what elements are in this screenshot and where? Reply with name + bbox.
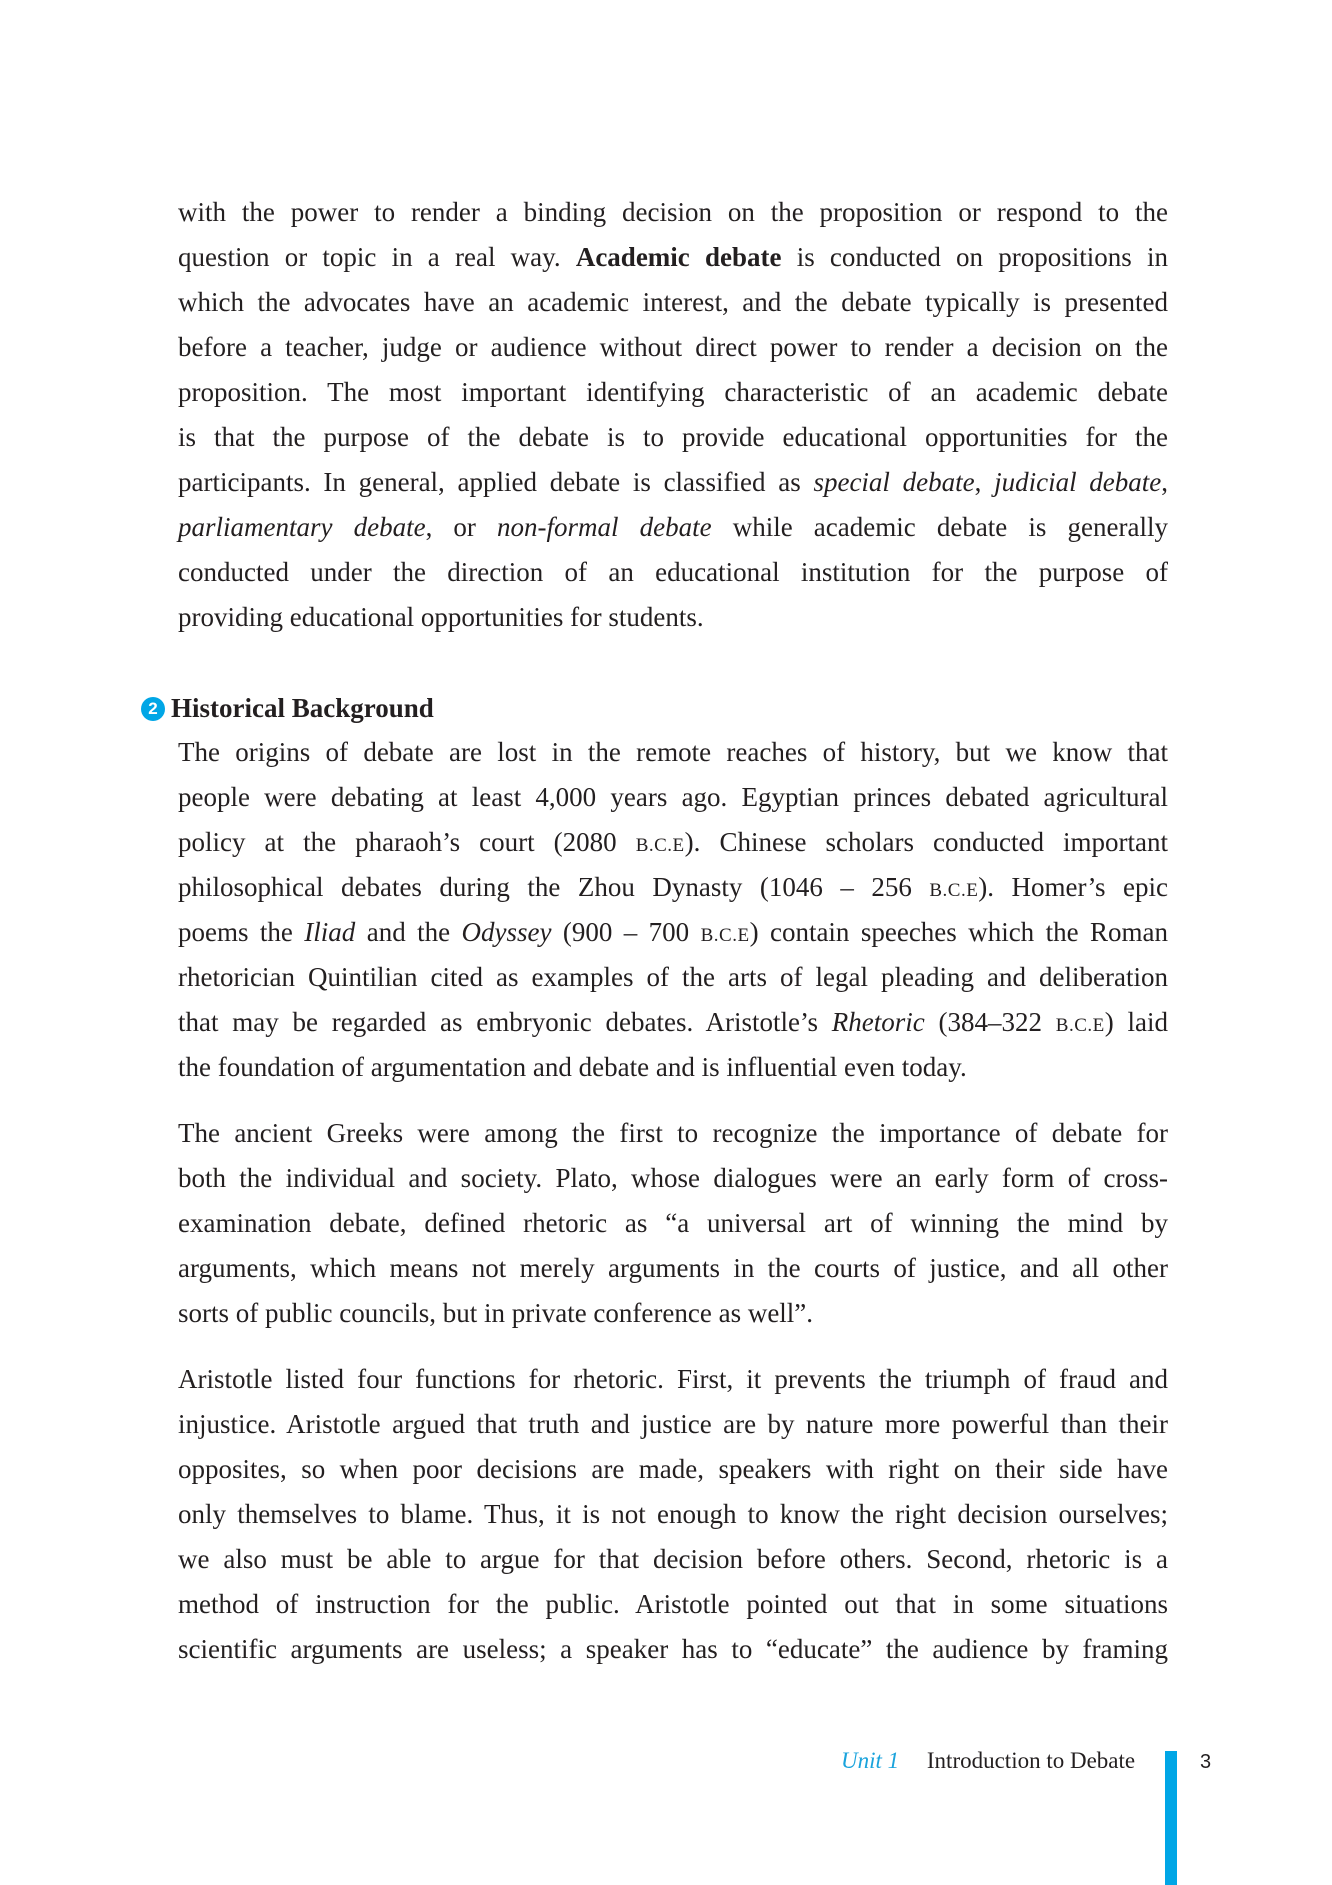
text-run: examination debate, defined rhetoric as “a universal art of winning the mind by [178,1208,1168,1238]
text-run: and the [355,917,462,947]
bold-term: Academic debate [575,242,782,272]
text-run: with the power to render a binding decision on the proposition or respond to the [178,197,1168,227]
text-line [178,280,1168,325]
text-run: that may be regarded as embryonic debates. Aristotle’s [178,1007,832,1037]
text-line [178,730,1168,775]
paragraph [178,190,1168,640]
text-run: arguments, which means not merely arguments in the courts of justice, and all other [178,1253,1168,1283]
chapter-title: Introduction to Debate [926,1748,1136,1773]
text-run: providing educational opportunities for students. [178,602,704,632]
text-run: (900 – 700 [551,917,701,947]
text-line [178,505,1168,550]
text-run: only themselves to blame. Thus, it is not enough to know the right decision ourselves; [178,1499,1168,1529]
text-line [178,325,1168,370]
text-line [178,460,1168,505]
small-caps-era: B.C.E [929,880,979,901]
text-run: (384–322 [924,1007,1056,1037]
text-run: while academic debate is generally [711,512,1168,542]
text-line [178,865,1168,910]
text-run: which the advocates have an academic interest, and the debate typically is presented [178,287,1168,317]
text-run: proposition. The most important identifying characteristic of an academic debate [178,377,1168,407]
text-run: is that the purpose of the debate is to provide educational opportunities for the [178,422,1168,452]
text-line [178,955,1168,1000]
small-caps-era: B.C.E [700,925,750,946]
unit-label: Unit 1 [841,1748,900,1773]
text-run: method of instruction for the public. Aristotle pointed out that in some situations [178,1589,1168,1619]
text-line [178,910,1168,955]
text-line [178,1000,1168,1045]
text-line [178,1156,1168,1201]
italic-term: Iliad [304,917,356,947]
text-run: The ancient Greeks were among the first to recognize the importance of debate for [178,1118,1168,1148]
page-number: 3 [1200,1751,1212,1773]
italic-term: special debate [813,467,975,497]
text-run: question or topic in a real way. [178,242,576,272]
text-run: philosophical debates during the Zhou Dynasty (1046 – 256 [178,872,930,902]
italic-term: Rhetoric [831,1007,925,1037]
italic-term: judicial debate [994,467,1162,497]
text-line [178,235,1168,280]
section-heading [141,686,434,731]
text-run: ) laid [1104,1007,1169,1037]
small-caps-era: B.C.E [635,835,685,856]
section-title: Historical Background [171,693,434,723]
text-line [178,1627,1168,1672]
paragraph [178,1357,1168,1672]
text-run: The origins of debate are lost in the remote reaches of history, but we know that [178,737,1168,767]
text-run: ). Homer’s epic [978,872,1168,902]
text-line [178,1045,1168,1090]
text-run: ) contain speeches which the Roman [749,917,1168,947]
text-line [178,820,1168,865]
text-line [178,415,1168,460]
text-run: scientific arguments are useless; a speaker has to “educate” the audience by framing [178,1634,1168,1664]
text-line [178,1447,1168,1492]
text-run: injustice. Aristotle argued that truth and justice are by nature more powerful than their [178,1409,1168,1439]
text-run: both the individual and society. Plato, whose dialogues were an early form of cross- [178,1163,1168,1193]
text-run: rhetorician Quintilian cited as examples of the arts of legal pleading and deliberation [178,962,1168,992]
text-line [178,1357,1168,1402]
text-line [178,1537,1168,1582]
text-run: policy at the pharaoh’s court (2080 [178,827,636,857]
text-line [178,1492,1168,1537]
italic-term: Odyssey [461,917,552,947]
text-run: , [974,467,995,497]
text-line [178,1582,1168,1627]
text-run: before a teacher, judge or audience without direct power to render a decision on the [178,332,1168,362]
body-text-top [178,190,1168,640]
text-line [178,1201,1168,1246]
text-line [178,370,1168,415]
italic-term: non-formal debate [497,512,712,542]
text-run: is conducted on propositions in [781,242,1168,272]
text-run: people were debating at least 4,000 years ago. Egyptian princes debated agricultural [178,782,1168,812]
footer-accent-bar [1165,1751,1177,1885]
text-line [178,775,1168,820]
text-run: Aristotle listed four functions for rhetoric. First, it prevents the triumph of fraud and [178,1364,1168,1394]
text-run: participants. In general, applied debate is classified as [178,467,814,497]
text-run: , [1161,467,1168,497]
text-run: poems the [178,917,305,947]
paragraph [178,730,1168,1090]
italic-term: parliamentary debate [178,512,426,542]
running-footer [841,1746,1135,1776]
text-run: the foundation of argumentation and debate and is influential even today. [178,1052,967,1082]
text-line [178,1291,1168,1336]
text-line [178,1246,1168,1291]
text-run: conducted under the direction of an educational institution for the purpose of [178,557,1168,587]
small-caps-era: B.C.E [1055,1015,1105,1036]
body-text-bottom [178,730,1168,1672]
text-line [178,550,1168,595]
text-run: opposites, so when poor decisions are made, speakers with right on their side have [178,1454,1168,1484]
text-line [178,1111,1168,1156]
paragraph [178,1111,1168,1336]
text-line [178,190,1168,235]
text-run: we also must be able to argue for that decision before others. Second, rhetoric is a [178,1544,1168,1574]
text-run: sorts of public councils, but in private conference as well”. [178,1298,814,1328]
numbered-circle-icon: 2 [141,697,165,721]
text-line [178,595,1168,640]
text-line [178,1402,1168,1447]
text-run: ). Chinese scholars conducted important [684,827,1168,857]
text-run: , or [425,512,498,542]
